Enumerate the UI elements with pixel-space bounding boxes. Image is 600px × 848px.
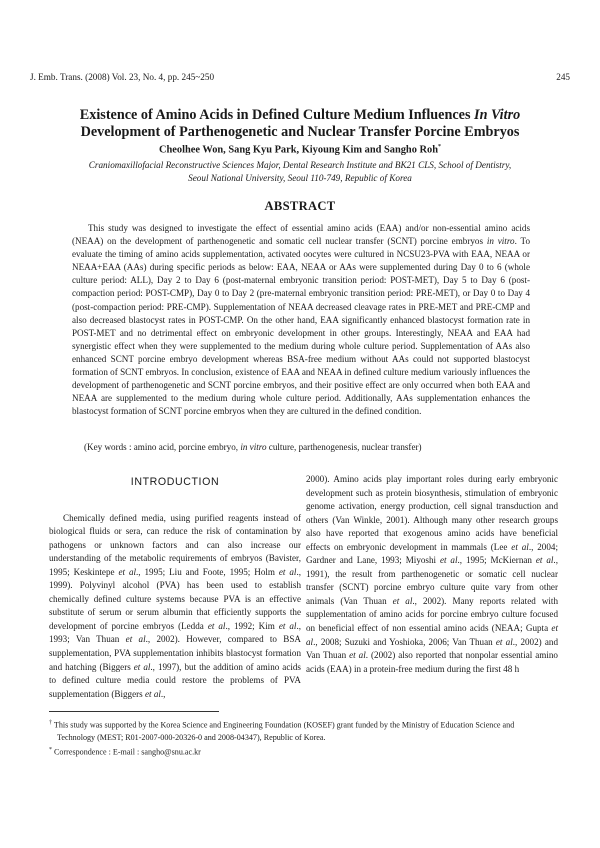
footnote-funding [49, 717, 544, 744]
author-names: Cheolhee Won, Sang Kyu Park, Kiyoung Kim and Sangho Roh [159, 144, 438, 156]
abstract-part-1: This study was designed to investigate the effect of essential amino acids (EAA) and/or non-essential amino acids (NEAA) on the development of parthenogenetic and somatic cell nuclear transfer (SCNT) porcine embryos [72, 223, 530, 247]
keywords [84, 442, 530, 452]
title-italic: In Vitro [474, 107, 521, 123]
introduction-paragraph-left: Chemically defined media, using purified reagents instead of biological fluids or sera, can reduce the risk of contamination by pathogens or unknown factors and can also increase our understanding of the metabolic requirements of embryos (Bavister, 1995; Keskintepe et al., 1995; Liu and Foote, 1995; Holm et al., 1999). Polyvinyl alcohol (PVA) has been used to establish chemically defined culture systems because PVA is an effective substitute of serum or serum albumin that efficiently supports the development of porcine embryos (Ledda et al., 1992; Kim et al., 1993; Van Thuan et al., 2002). However, compared to BSA supplementation, PVA supplementation inhibits blastocyst formation and hatching (Biggers et al., 1997), but the addition of amino acids to defined culture media could restore the problems of PVA supplementation (Biggers et al., [49, 512, 301, 699]
left-column [49, 472, 301, 701]
affiliation-line1: Craniomaxillofacial Reconstructive Sciences Major, Dental Research Institute and BK21 CLS, School of Dentistry, [88, 160, 512, 170]
affiliation [60, 159, 540, 185]
correspondence-mark: * [437, 144, 441, 150]
footnotes [49, 717, 544, 758]
abstract-italic: in vitro [486, 236, 515, 247]
journal-citation: J. Emb. Trans. (2008) Vol. 23, No. 4, pp. 245~250 [30, 72, 215, 82]
keywords-part-2: culture, parthenogenesis, nuclear transfer) [266, 442, 422, 452]
footnote-correspondence-text: Correspondence : E-mail : sangho@snu.ac.kr [54, 747, 201, 757]
affiliation-line2: Seoul National University, Seoul 110-749, Republic of Korea [188, 173, 412, 183]
paper-title [40, 107, 560, 141]
footnote-correspondence-mark: * [49, 746, 52, 753]
author-list [40, 144, 560, 155]
footnote-funding-text: This study was supported by the Korea Science and Engineering Foundation (KOSEF) grant funded by the Ministry of Education Science and Technology (MEST; R01-2007-000-20326-0 and 2008-04347), Republic of Korea. [53, 720, 515, 742]
title-line2: Development of Parthenogenetic and Nuclear Transfer Porcine Embryos [80, 124, 520, 140]
right-column [306, 473, 558, 676]
page-number: 245 [556, 72, 570, 82]
title-line1: Existence of Amino Acids in Defined Culture Medium Influences [79, 107, 475, 123]
introduction-paragraph-right: 2000). Amino acids play important roles during early embryonic development such as protein biosynthesis, stimulation of embryonic genome activation, energy production, cell signal transduction and others (Van Winkle, 2001). Although many other research groups also have reported that exogenous amino acids have beneficial effects on embryonic development in mammals (Lee et al., 2004; Gardner and Lane, 1993; Miyoshi et al., 1995; McKiernan et al., 1991), the result from parthenogenetic or somatic cell nuclear transfer (SCNT) porcine embryo culture quite vary from other animals (Van Thuan et al., 2002). Many reports related with supplementation of amino acids for porcine embryo culture focused on beneficial effect of non essential amino acids (NEAA; Gupta et al., 2008; Suzuki and Yoshioka, 2006; Van Thuan et al., 2002) and Van Thuan et al. (2002) also reported that nonpolar essential amino acids (EAA) in a protein-free medium during the first 48 h [306, 474, 558, 674]
keywords-italic: in vitro [240, 442, 267, 452]
footnote-funding-mark: † [49, 720, 52, 726]
footnote-correspondence [49, 744, 544, 759]
abstract-part-2: . To evaluate the timing of amino acids supplementation, activated oocytes were cultured in NCSU23-PVA with EAA, NEAA or NEAA+EAA (AAs) during specific periods as below: EAA, NEAA or AAs were supplemented during Day 0 to 6 (whole culture period: ALL), Day 2 to Day 6 (post-maternal embryonic transition period: POST-MET), Day 5 to Day 6 (post-compaction period: POST-CMP), Day 0 to Day 2 (pre-maternal embryonic transition period: PRE-MET), or Day 0 to Day 4 (post-compaction period: PRE-CMP). Supplementation of NEAA decreased cleavage rates in PRE-MET and PRE-CMP and also decreased blastocyst rates in POST-CMP. On the other hand, EAA significantly enhanced blastocyst formation rate in POST-MET and no detrimental effect on embryonic development in other groups. Interestingly, NEAA and EAA had synergistic effect when they were supplemented to the medium during whole culture period. Supplementation of AAs also enhanced SCNT porcine embryo development whereas BSA-free medium without AAs could not supported blastocyst formation of SCNT embryos. In conclusion, existence of EAA and NEAA in defined culture medium variously influences the development of parthenogenetic and SCNT porcine embryos, and their positive effect are only occurred when both EAA and NEAA are supplemented to the medium during whole culture period. Additionally, AAs supplementation enhances the blastocyst formation of SCNT porcine embryos when they are cultured in the defined condition. [72, 236, 530, 417]
footnote-divider [49, 711, 219, 712]
keywords-part-1: (Key words : amino acid, porcine embryo, [84, 442, 241, 452]
introduction-heading: INTRODUCTION [130, 476, 220, 488]
abstract-heading: ABSTRACT [264, 199, 336, 213]
abstract-text [72, 222, 530, 418]
